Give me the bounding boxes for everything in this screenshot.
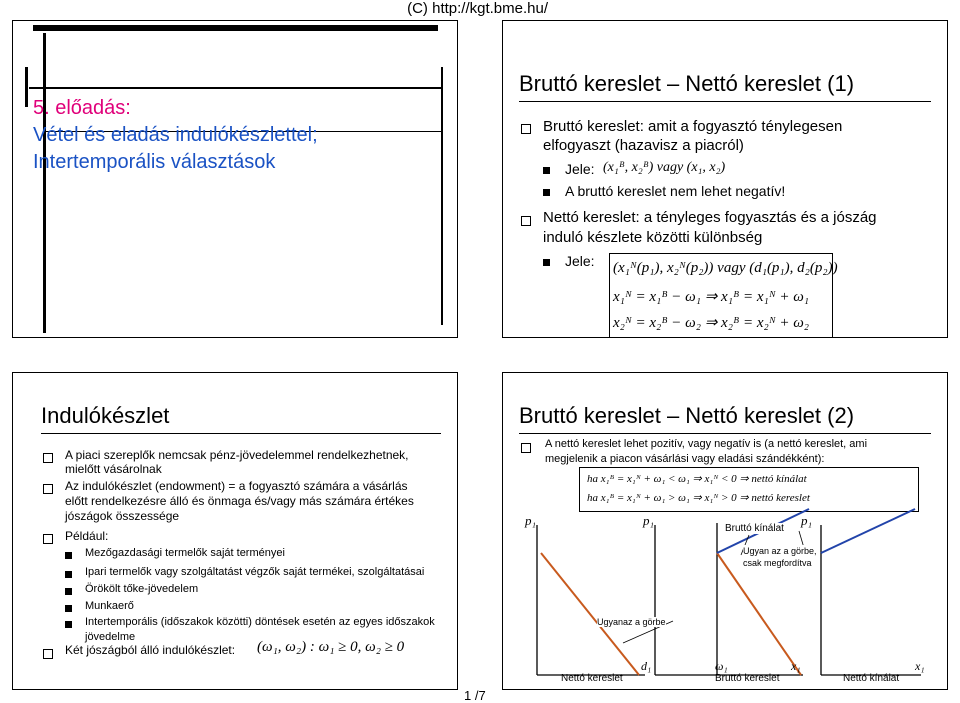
slide-4: Bruttó kereslet – Nettó kereslet (2) A nettó kereslet lehet pozitív, vagy negatív is (a nettó kereslet, ami megjelenik a piacon vásárlási vagy eladási szándékként): ha x₁ᴮ = x₁ᴺ + ω₁ < ω₁ ⇒ x₁ᴺ < 0 ⇒ nettó kínálat ha x₁ᴮ = x₁ᴺ + ω₁ > ω₁ ⇒ x₁ᴺ > 0 ⇒ nettó kereslet p₁ p₁ p₁ Bruttó kínálat Ugyan az a görbe, csak megfordítva Ugyanaz a görbe d₁ ω₁ x₁ x₁ Nettó kereslet Bruttó kereslet Nettó kínálat xyxy=(502,372,948,690)
slide-title xyxy=(33,95,131,122)
bullet-square xyxy=(43,453,53,463)
top-bar xyxy=(33,25,438,31)
slide-title: Indulókészlet xyxy=(41,403,170,428)
label-same-curve-reversed: Ugyan az a görbe, csak megfordítva xyxy=(743,546,817,568)
top-divider xyxy=(29,87,441,89)
graph1-caption: Nettó kereslet xyxy=(561,673,623,684)
slide-title: Bruttó kereslet – Nettó kereslet (2) xyxy=(519,403,855,428)
sub-bullet xyxy=(543,167,550,174)
bullet-square xyxy=(43,484,53,494)
bullet-square xyxy=(521,443,531,453)
page-number: 1 /7 xyxy=(464,688,486,703)
sub-bullet xyxy=(65,588,72,595)
sub-bullet xyxy=(543,189,550,196)
bullet-square xyxy=(521,216,531,226)
slide-1 xyxy=(12,20,458,338)
slide-3: Indulókészlet A piaci szereplők nemcsak pénz-jövedelemmel rendelkezhetnek, mielőtt vásárolnak Az indulókészlet (endowment) = a fogyasztó számára a vásárlás előtt rendelkezésre álló és önmaga és/vagy más számára értékes jószágok összessége Például: Mezőgazdasági termelők saját terményei Ipari termelők vagy szolgáltatást végzők saját termékei, szolgáltatásai Örökölt tőke-jövedelem Munkaerő Intertemporális (időszakok közötti) döntések esetén az egyes időszakok jövedelme Két jószágból álló indulókészlet: (ω₁, ω₂) : ω₁ ≥ 0, ω₂ ≥ 0 xyxy=(12,372,458,690)
slide-2: Bruttó kereslet – Nettó kereslet (1) Bruttó kereslet: amit a fogyasztó ténylegesen elfogyaszt (hazavisz a piacról) Jele: (x₁ᴮ, x₂ᴮ) vagy (x₁, x₂) A bruttó kereslet nem lehet negatív! Nettó kereslet: a tényleges fogyasztás és a jószág induló készlete közötti különbség Jele: (x₁ᴺ(p₁), x₂ᴺ(p₂)) vagy (d₁(p₁), d₂(p₂)) x₁ᴺ = x₁ᴮ − ω₁ ⇒ x₁ᴮ = x₁ᴺ + ω₁ x₂ᴺ = x₂ᴮ − ω₂ ⇒ x₂ᴮ = x₂ᴺ + ω₂ xyxy=(502,20,948,338)
graph2-gross-demand-curve xyxy=(717,553,801,675)
bullet-square xyxy=(521,124,531,134)
bullet-square xyxy=(43,534,53,544)
sub-bullet xyxy=(65,621,72,628)
graph2-caption: Bruttó kereslet xyxy=(715,673,780,684)
slide-subtitle: Vétel és eladás indulókészlettel; Intertemporális választások xyxy=(33,124,318,173)
graph1-net-demand-curve xyxy=(541,553,639,675)
sub-bullet xyxy=(65,552,72,559)
label-same-curve: Ugyanaz a görbe xyxy=(597,617,666,627)
bullet-square xyxy=(43,649,53,659)
lecture-number: 5. előadás: xyxy=(33,97,131,119)
sub-bullet xyxy=(65,605,72,612)
graph3-caption: Nettó kínálat xyxy=(843,673,900,684)
sub-bullet xyxy=(65,571,72,578)
sub-bullet xyxy=(543,259,550,266)
graph3-net-supply-curve xyxy=(821,509,915,553)
copyright-header: (C) http://kgt.bme.hu/ xyxy=(407,0,548,17)
slide-title: Bruttó kereslet – Nettó kereslet (1) xyxy=(519,71,855,96)
label-brutto-kinalat: Bruttó kínálat xyxy=(725,523,784,534)
